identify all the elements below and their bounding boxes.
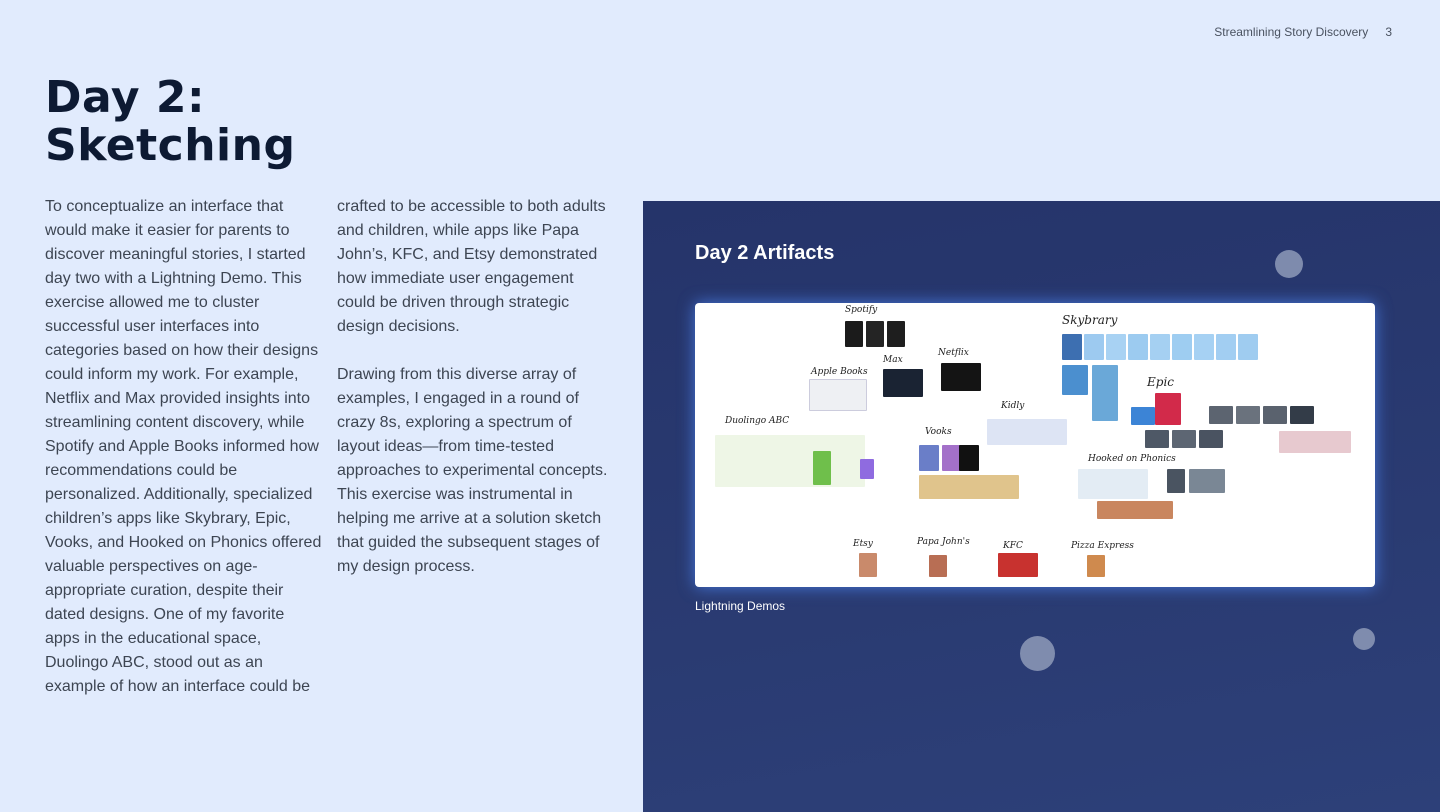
page-title-line-1: Day 2: [45,72,206,123]
page-title [45,74,295,170]
page-number: 3 [1385,25,1392,39]
page-header [1214,25,1392,39]
board-label-skybrary: Skybrary [1062,313,1118,327]
decorative-dot [1275,250,1303,278]
board-label-max: Max [883,355,903,365]
screenshot-thumbnail [813,451,831,485]
board-label-vooks: Vooks [925,427,952,437]
screenshot-thumbnail [1172,430,1196,448]
screenshot-thumbnail [1199,430,1223,448]
screenshot-thumbnail [959,445,979,471]
screenshot-thumbnail [1062,365,1088,395]
board-label-hooked: Hooked on Phonics [1088,454,1176,464]
board-label-epic: Epic [1147,375,1174,389]
screenshot-thumbnail [919,475,1019,499]
body-paragraph-1: To conceptualize an interface that would make it easier for parents to discover meaningful stories, I started day two with a Lightning Demo. This exercise allowed me to cluster successful user interfaces into categories based on how their designs could inform my work. For example, Netflix and Max provided insights into streamlining content discovery, while Spotify and Apple Books informed how recommendations could be personalized. Additionally, specialized children’s apps like Skybrary, Epic, Vooks, and Hooked on Phonics offered valuable perspectives on age-appropriate curation, despite their dated designs. One of my favorite apps in the educational space, Duolingo ABC, stood out as an example of how an interface could be [45,198,322,695]
screenshot-thumbnail [1084,334,1104,360]
board-label-etsy: Etsy [853,539,873,549]
board-label-papa-johns: Papa John's [917,537,970,547]
screenshot-thumbnail [1128,334,1148,360]
screenshot-thumbnail [1194,334,1214,360]
page-title-line-2: Sketching [45,120,296,171]
screenshot-thumbnail [1145,430,1169,448]
screenshot-thumbnail [859,553,877,577]
screenshot-thumbnail [1097,501,1173,519]
screenshot-thumbnail [1263,406,1287,424]
screenshot-thumbnail [845,321,863,347]
screenshot-thumbnail [1209,406,1233,424]
screenshot-thumbnail [987,419,1067,445]
decorative-dot [1020,636,1055,671]
board-label-spotify: Spotify [845,305,878,315]
board-label-netflix: Netflix [938,348,969,358]
body-column-1 [45,195,323,723]
board-label-kfc: KFC [1003,541,1023,551]
screenshot-thumbnail [1106,334,1126,360]
screenshot-thumbnail [998,553,1038,577]
screenshot-thumbnail [1087,555,1105,577]
screenshot-thumbnail [919,445,939,471]
board-label-duolingo: Duolingo ABC [725,416,790,426]
screenshot-thumbnail [1238,334,1258,360]
screenshot-thumbnail [809,379,867,411]
screenshot-thumbnail [1078,469,1148,499]
board-caption: Lightning Demos [695,599,786,613]
body-paragraph-2: crafted to be accessible to both adults and children, while apps like Papa John’s, KFC, and Etsy demonstrated how immediate user engagement could be driven through strategic design decisions. [337,198,606,335]
screenshot-thumbnail [1092,365,1118,421]
screenshot-thumbnail [883,369,923,397]
board-label-kidly: Kidly [1001,401,1025,411]
screenshot-thumbnail [1155,393,1181,425]
screenshot-thumbnail [1290,406,1314,424]
artifacts-panel [643,201,1440,812]
screenshot-thumbnail [1150,334,1170,360]
screenshot-thumbnail [1279,431,1351,453]
body-paragraph-3: Drawing from this diverse array of examples, I engaged in a round of crazy 8s, exploring a spectrum of layout ideas—from time-tested approaches to experimental concepts. This exercise was instrumental in helping me arrive at a solution sketch that guided the subsequent stages of my design process. [337,366,608,575]
screenshot-thumbnail [1062,334,1082,360]
document-title: Streamlining Story Discovery [1214,25,1369,39]
screenshot-thumbnail [1216,334,1236,360]
artifacts-title: Day 2 Artifacts [695,242,835,264]
screenshot-thumbnail [1131,407,1155,425]
screenshot-thumbnail [1172,334,1192,360]
body-column-2 [337,195,613,603]
decorative-dot [1353,628,1375,650]
screenshot-thumbnail [1236,406,1260,424]
screenshot-thumbnail [866,321,884,347]
screenshot-thumbnail [715,435,865,487]
screenshot-thumbnail [1167,469,1185,493]
screenshot-thumbnail [929,555,947,577]
lightning-demos-board[interactable] [695,303,1375,587]
board-label-apple-books: Apple Books [811,367,868,377]
screenshot-thumbnail [1189,469,1225,493]
screenshot-thumbnail [860,459,874,479]
screenshot-thumbnail [941,363,981,391]
board-label-pizza-express: Pizza Express [1071,541,1134,551]
screenshot-thumbnail [887,321,905,347]
